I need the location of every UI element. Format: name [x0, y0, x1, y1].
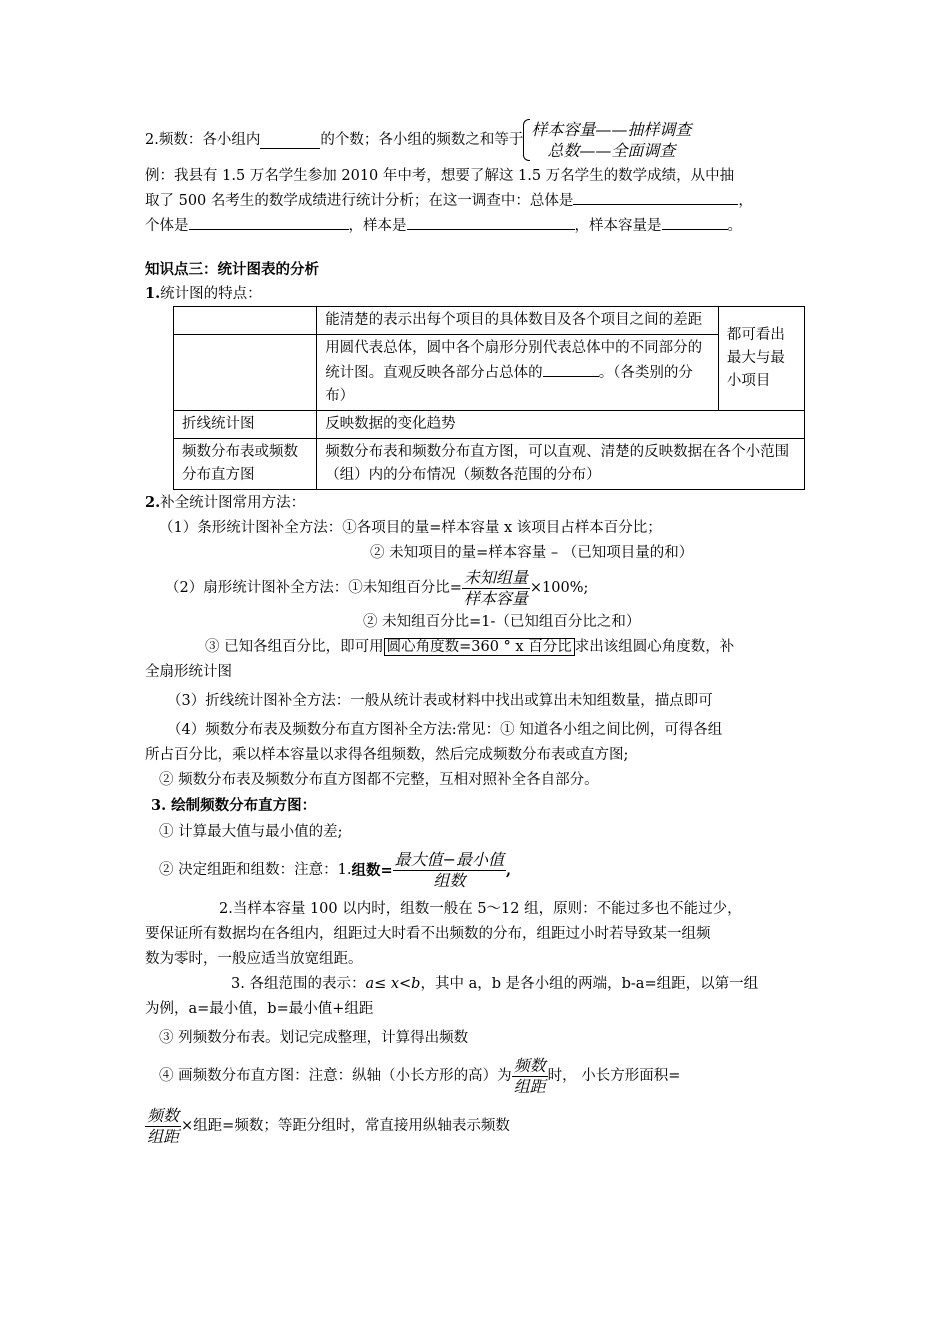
- example-line-1: 例：我县有 1.5 万名学生参加 2010 年中考，想要了解这 1.5 万名学生的数学成绩，从中抽: [145, 168, 735, 184]
- method-pie-3: [145, 635, 810, 660]
- example-line-2-end: ，: [738, 193, 753, 209]
- step-4-suffix: 时， 小长方形面积=: [547, 1067, 681, 1084]
- table-cell-desc: 能清楚的表示出每个项目的具体数目及各个项目之间的差距: [317, 307, 719, 335]
- example-line-3-end: 。: [727, 218, 742, 234]
- item-number: 2.: [145, 132, 159, 148]
- example-sample-label: ，样本是: [348, 218, 407, 234]
- example-line-3: [145, 213, 810, 238]
- fill-blank-sample: [407, 213, 575, 230]
- step-3: ③ 列频数分布表。划记完成整理，计算得出频数: [159, 1030, 469, 1046]
- table-cell-desc: 反映数据的变化趋势: [317, 411, 805, 439]
- fraction-denominator: 组距: [147, 1126, 180, 1146]
- note-3-text: 3. 各组范围的表示：: [231, 976, 366, 992]
- table-cell-merged-note: 都可看出最大与最小项目: [718, 307, 804, 411]
- central-angle-formula-box: 圆心角度数=360 ° x 百分比: [384, 638, 575, 656]
- example-line-2-text: 取了 500 名考生的数学成绩进行统计分析；在这一调查中：总体是: [145, 193, 574, 209]
- step-2-text: ② 决定组距和组数：注意：1.: [159, 861, 352, 878]
- method-pie: [145, 566, 810, 610]
- left-brace-icon: [523, 119, 530, 161]
- step-2-suffix: ,: [506, 861, 512, 879]
- table-row: [174, 411, 805, 439]
- example-individual-label: 个体是: [145, 218, 189, 234]
- note-2-line-2: 要保证所有数据均在各组内，组距过大时看不出频数的分布，组距过小时若导致某一组频: [145, 926, 711, 942]
- methods-title: [145, 490, 810, 516]
- histogram-steps: [145, 793, 810, 1151]
- step-4-text: ④ 画频数分布直方图：注意：纵轴（小长方形的高）为: [159, 1067, 512, 1084]
- fill-blank: [260, 132, 320, 149]
- completion-methods: [145, 490, 810, 793]
- table-cell-desc: 频数分布表和频数分布直方图，可以直观、清楚的反映数据在各个小范围（组）内的分布情况（频数各范围的分布）: [317, 439, 805, 490]
- brace-line-1: 样本容量——抽样调查: [531, 120, 692, 139]
- fraction-numerator: 频数: [147, 1105, 180, 1125]
- method-histogram-cont: 所占百分比，乘以样本容量以求得各组频数，然后完成频数分布表或直方图;: [145, 747, 629, 763]
- fraction-denominator: 组数: [433, 870, 466, 890]
- fraction: [512, 1056, 548, 1097]
- note-3-line-2: 为例，a=最小值，b=最小值+组距: [145, 1001, 374, 1017]
- method-pie-suffix: ×100%;: [529, 579, 589, 596]
- methods-title-number: 2.: [145, 494, 161, 511]
- example-paragraph: [145, 164, 810, 238]
- step-1: ① 计算最大值与最小值的差;: [159, 824, 343, 840]
- fraction-denominator: 组距: [513, 1076, 546, 1096]
- step-2-bold: 组数=: [351, 861, 393, 879]
- frequency-text-2: 的个数；各小组的频数之和等于: [320, 132, 524, 148]
- brace-group: [523, 119, 691, 161]
- fill-blank-sample-size: [662, 213, 728, 230]
- fraction: [145, 1106, 181, 1147]
- method-pie-3-cont: 全扇形统计图: [145, 664, 232, 680]
- method-pie-2: ② 未知组百分比=1-（已知组百分比之和）: [363, 614, 641, 630]
- table-row: [174, 335, 805, 411]
- table-row: [174, 439, 805, 490]
- table-cell-name: [174, 307, 317, 335]
- note-2-line-3: 数为零时，一般应适当放宽组距。: [145, 951, 363, 967]
- note-3-text-b: ，其中 a，b 是各小组的两端，b-a=组距，以第一组: [420, 976, 759, 992]
- histogram-steps-title: 3. 绘制频数分布直方图：: [151, 797, 317, 814]
- subsection-title: [145, 282, 810, 306]
- fill-blank: [543, 360, 599, 377]
- methods-title-text: 补全统计图常用方法：: [160, 495, 306, 511]
- table-cell-name: 频数分布表或频数分布直方图: [174, 439, 317, 490]
- table-cell-desc: [317, 335, 719, 411]
- brace-line-2: 总数——全面调查: [547, 141, 676, 160]
- frequency-definition: [145, 118, 810, 162]
- subsection-number: 1.: [145, 285, 161, 302]
- table-cell-name: 折线统计图: [174, 411, 317, 439]
- method-pie-3-text: ③ 已知各组百分比，即可用: [205, 639, 384, 655]
- method-pie-text: （2）扇形统计图补全方法：①未知组百分比=: [165, 579, 462, 596]
- fraction: [462, 568, 530, 609]
- table-desc-text-end: 。（各类别的分布）: [325, 365, 693, 404]
- note-2-line-1: 2.当样本容量 100 以内时，组数一般在 5～12 组，原则：不能过多也不能过少，: [219, 901, 742, 917]
- fraction-denominator: 样本容量: [463, 588, 528, 608]
- method-line: （3）折线统计图补全方法：一般从统计表或材料中找出或算出未知组数量，描点即可: [167, 693, 713, 709]
- frequency-text-1: ：各小组内: [187, 132, 261, 148]
- chart-features-table: [173, 306, 805, 490]
- table-cell-name: [174, 335, 317, 411]
- table-desc-text: 用圆代表总体，圆中各个扇形分别代表总体中的不同部分的统计图。直观反映各部分占总体的: [325, 340, 703, 381]
- method-bar: （1）条形统计图补全方法：①各项目的量=样本容量 x 该项目占样本百分比；: [159, 520, 662, 536]
- fraction: [393, 850, 506, 891]
- range-expression: a≤ x<b: [365, 976, 421, 992]
- fraction-numerator: 未知组量: [463, 567, 528, 587]
- fraction-numerator: 最大值−最小值: [394, 849, 505, 869]
- example-sample-size-label: ，样本容量是: [574, 218, 662, 234]
- step-2: [145, 845, 810, 895]
- step-4-cont-text: ×组距=频数；等距分组时，常直接用纵轴表示频数: [181, 1117, 510, 1134]
- note-3-line-1: [145, 972, 810, 997]
- fill-blank-population: [573, 188, 738, 205]
- method-histogram-2: ② 频数分布表及频数分布直方图都不完整，互相对照补全各自部分。: [159, 772, 599, 788]
- step-4: [145, 1051, 810, 1101]
- fill-blank-individual: [189, 213, 349, 230]
- fraction-numerator: 频数: [513, 1055, 546, 1075]
- method-pie-3-text-b: 求出该组圆心角度数，补: [574, 639, 735, 655]
- subsection-text: 统计图的特点：: [160, 286, 262, 302]
- table-row: [174, 307, 805, 335]
- method-histogram: （4）频数分布表及频数分布直方图补全方法:常见：① 知道各小组之间比例，可得各组: [167, 722, 723, 738]
- example-line-2: [145, 188, 810, 213]
- document-page: [145, 118, 810, 1151]
- frequency-label: 频数: [158, 132, 188, 148]
- section-title: 知识点三：统计图表的分析: [145, 261, 319, 278]
- step-4-cont: [145, 1101, 810, 1151]
- method-bar-2: ② 未知项目的量=样本容量 – （已知项目量的和）: [370, 545, 694, 561]
